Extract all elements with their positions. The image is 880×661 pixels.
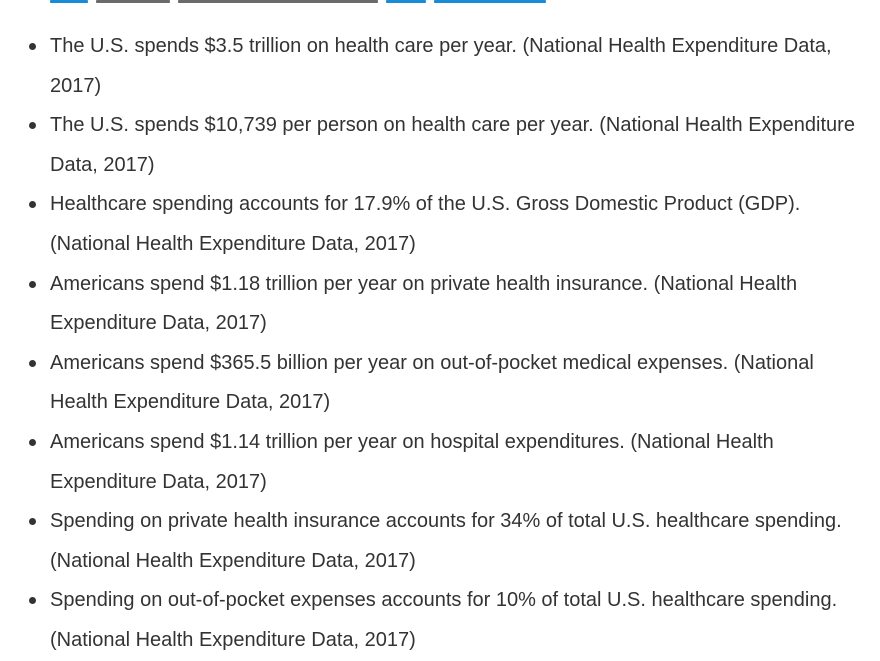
previous-paragraph-cutoff	[0, 0, 880, 6]
list-item-text: The U.S. spends $10,739 per person on health care per year. (National Health Expenditure Data, 2017)	[50, 114, 855, 176]
list-item	[0, 344, 880, 423]
text-fragment	[178, 0, 378, 3]
link-fragment[interactable]	[434, 0, 546, 3]
bullet-icon	[29, 281, 36, 288]
list-item-text: Spending on private health insurance accounts for 34% of total U.S. healthcare spending. (National Health Expenditure Data, 2017)	[50, 510, 842, 572]
list-item	[0, 423, 880, 502]
list-item	[0, 581, 880, 660]
list-item-text: Americans spend $1.18 trillion per year on private health insurance. (National Health Expenditure Data, 2017)	[50, 272, 798, 335]
list-item	[0, 265, 880, 344]
link-fragment[interactable]	[386, 0, 426, 3]
bullet-icon	[29, 201, 36, 208]
text-fragment	[96, 0, 170, 3]
bullet-icon	[29, 597, 36, 604]
list-item	[0, 106, 880, 185]
list-item-text: The U.S. spends $3.5 trillion on health care per year. (National Health Expenditure Data, 2017)	[50, 35, 832, 97]
list-item	[0, 185, 880, 264]
bullet-icon	[29, 518, 36, 525]
bullet-icon	[29, 43, 36, 50]
list-item-text: Healthcare spending accounts for 17.9% of the U.S. Gross Domestic Product (GDP). (National Health Expenditure Data, 2017)	[50, 193, 801, 255]
bullet-icon	[29, 360, 36, 367]
link-fragment[interactable]	[50, 0, 88, 3]
list-item	[0, 27, 880, 106]
health-spending-facts-list	[0, 27, 880, 661]
list-item	[0, 502, 880, 581]
bullet-icon	[29, 439, 36, 446]
list-item-text: Spending on out-of-pocket expenses accounts for 10% of total U.S. healthcare spending. (National Health Expenditure Data, 2017)	[50, 589, 838, 651]
list-item-text: Americans spend $1.14 trillion per year on hospital expenditures. (National Health Expenditure Data, 2017)	[50, 430, 774, 493]
list-item-text: Americans spend $365.5 billion per year on out-of-pocket medical expenses. (National Health Expenditure Data, 2017)	[50, 351, 814, 414]
bullet-icon	[29, 122, 36, 129]
